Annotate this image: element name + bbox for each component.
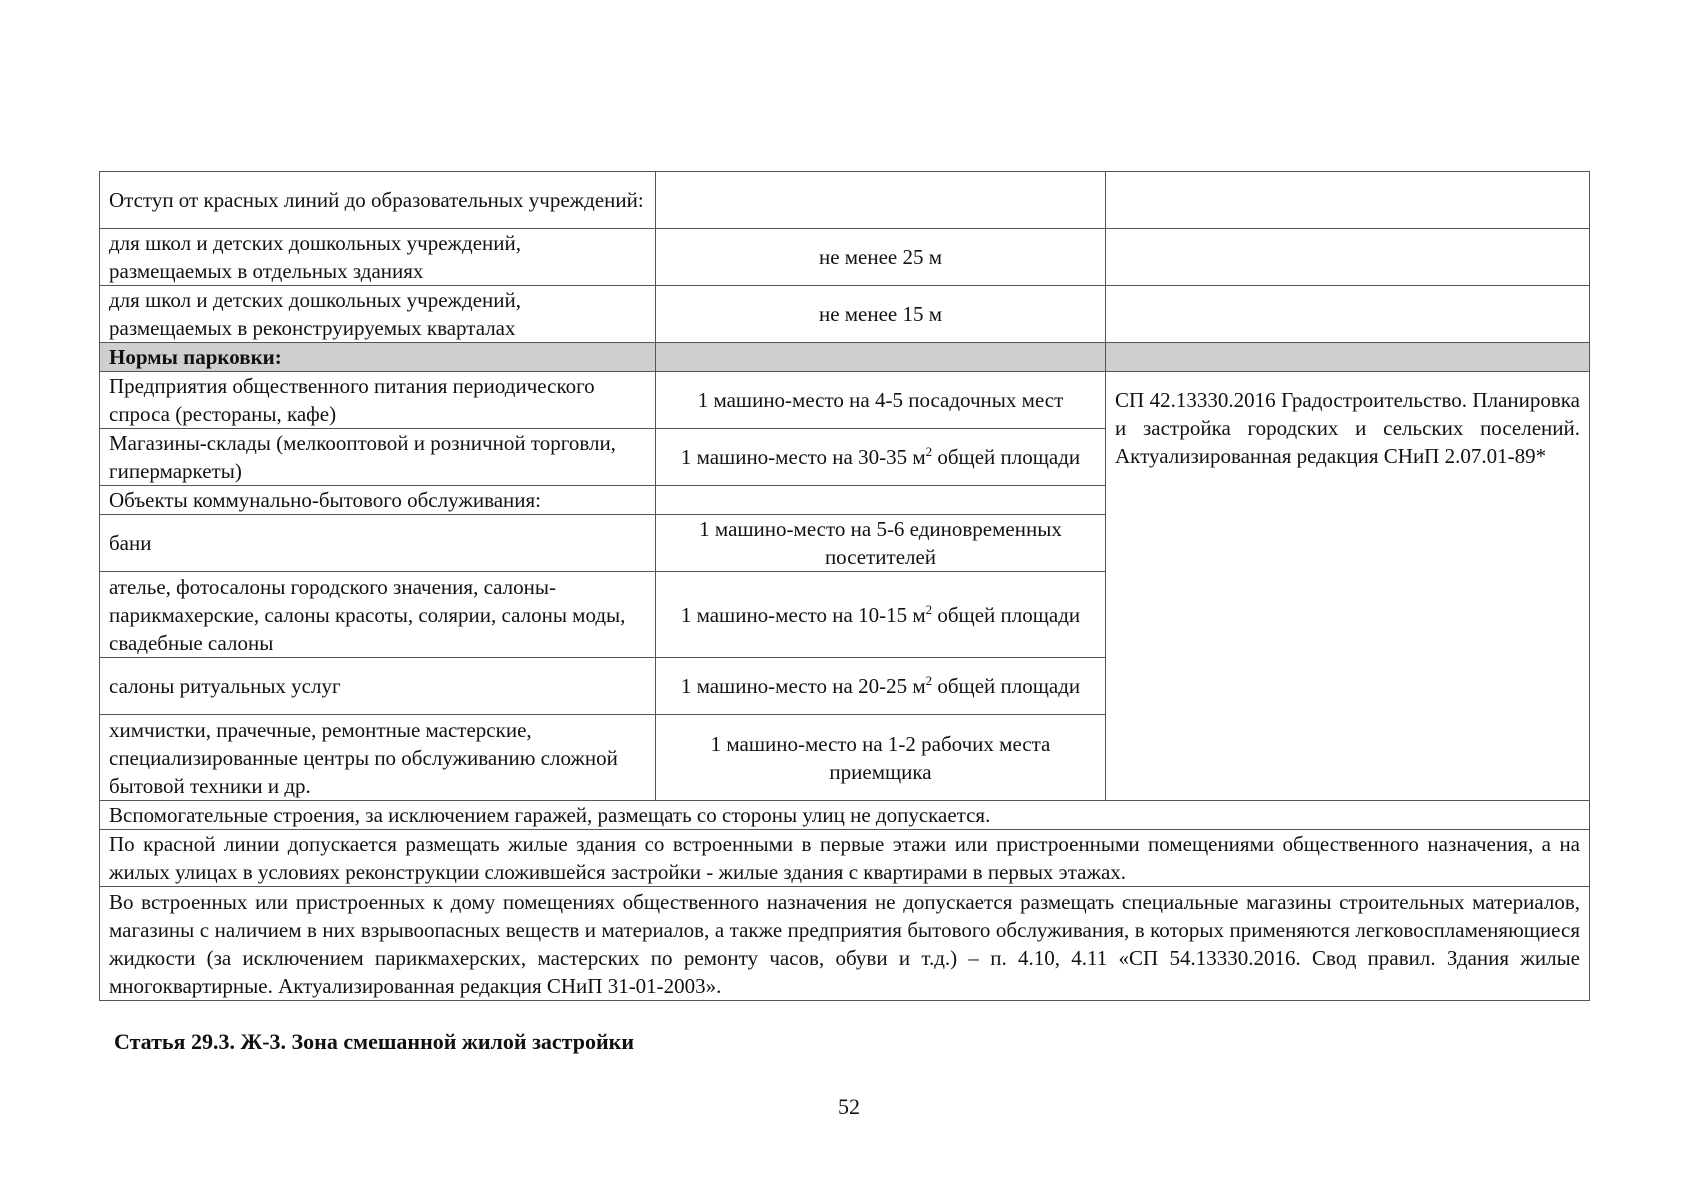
indent-row-value: не менее 25 м: [656, 229, 1106, 286]
parking-row-value: 1 машино-место на 5-6 единовременных посетителей: [656, 515, 1106, 572]
parking-row-value: 1 машино-место на 20-25 $м^2$ общей площади: [656, 658, 1106, 715]
parking-row-label: Объекты коммунально-бытового обслуживания:: [100, 486, 656, 515]
page-number: 52: [838, 1094, 860, 1119]
parking-reference: [1106, 372, 1590, 801]
empty-cell: [1106, 172, 1590, 229]
note-text: Вспомогательные строения, за исключением гаражей, размещать со стороны улиц не допускается.: [100, 801, 1590, 830]
table-row: [100, 172, 1590, 229]
parking-row-label: Предприятия общественного питания периодического спроса (рестораны, кафе): [100, 372, 656, 429]
parking-row-value: 1 машино-место на 10-15 $м^2$ общей площади: [656, 572, 1106, 658]
parking-row-label: Магазины-склады (мелкооптовой и розничной торговли, гипермаркеты): [100, 429, 656, 486]
parking-row-value: 1 машино-место на 4-5 посадочных мест: [656, 372, 1106, 429]
table-row: [100, 372, 1590, 429]
note-text: Во встроенных или пристроенных к дому помещениях общественного назначения не допускается размещать специальные магазины строительных материалов, магазины с наличием в них взрывоопасных веществ и материалов, а также предприятия бытового обслуживания, в которых применяются легковоспламеняющиеся жидкости (за исключением парикмахерских, мастерских по ремонту часов, обуви и т.д.) – п. 4.10, 4.11 «СП 54.13330.2016. Свод правил. Здания жилые многоквартирные. Актуализированная редакция СНиП 31-01-2003».: [100, 887, 1590, 1001]
indent-row-value: не менее 15 м: [656, 286, 1106, 343]
parking-reference-text: СП 42.13330.2016 Градостроительство. Планировка и застройка городских и сельских поселений. Актуализированная редакция СНиП 2.07.01-89*: [1115, 388, 1580, 468]
indent-row-label: для школ и детских дошкольных учреждений, размещаемых в отдельных зданиях: [100, 229, 656, 286]
parking-row-label: салоны ритуальных услуг: [100, 658, 656, 715]
table-row: [100, 887, 1590, 1001]
parking-row-label: химчистки, прачечные, ремонтные мастерские, специализированные центры по обслуживанию сложной бытовой техники и др.: [100, 715, 656, 801]
shaded-cell: [1106, 343, 1590, 372]
parking-row-value: 1 машино-место на 1-2 рабочих места приемщика: [656, 715, 1106, 801]
indent-row-label: для школ и детских дошкольных учреждений, размещаемых в реконструируемых кварталах: [100, 286, 656, 343]
parking-row-label: ателье, фотосалоны городского значения, салоны-парикмахерские, салоны красоты, солярии, салоны моды, свадебные салоны: [100, 572, 656, 658]
empty-cell: [1106, 229, 1590, 286]
table-row: [100, 801, 1590, 830]
table-row: [100, 286, 1590, 343]
regulations-table: [99, 171, 1590, 1001]
shaded-cell: [656, 343, 1106, 372]
note-text: По красной линии допускается размещать жилые здания со встроенными в первые этажи или пристроенными помещениями общественного назначения, а на жилых улицах в условиях реконструкции сложившейся застройки - жилые здания с квартирами в первых этажах.: [100, 830, 1590, 887]
table-row: [100, 830, 1590, 887]
article-heading: Статья 29.3. Ж-3. Зона смешанной жилой застройки: [114, 1029, 635, 1054]
parking-row-label: бани: [100, 515, 656, 572]
table-row: [100, 229, 1590, 286]
indent-heading-cell: Отступ от красных линий до образовательных учреждений:: [100, 172, 656, 229]
empty-cell: [656, 172, 1106, 229]
parking-heading: Нормы парковки:: [100, 343, 656, 372]
section-heading-row: [100, 343, 1590, 372]
parking-row-value: 1 машино-место на 30-35 $м^2$ общей площади: [656, 429, 1106, 486]
empty-cell: [1106, 286, 1590, 343]
parking-row-value: [656, 486, 1106, 515]
